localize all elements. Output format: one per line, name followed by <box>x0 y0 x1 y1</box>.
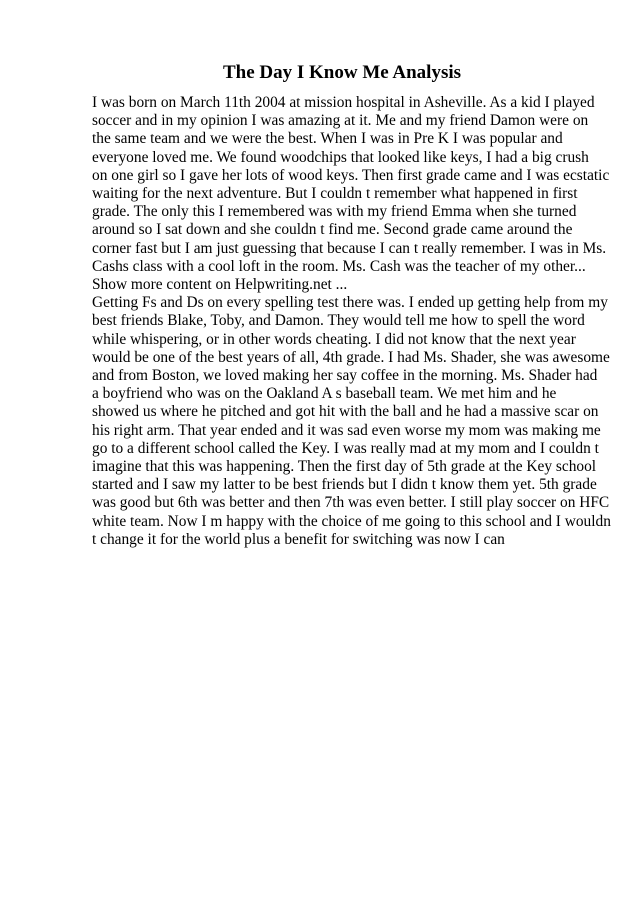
body-line: Getting Fs and Ds on every spelling test there was. I ended up getting help from my <box>92 294 608 312</box>
body-line: around so I sat down and she couldn t find me. Second grade came around the <box>92 221 573 239</box>
body-line: was good but 6th was better and then 7th was even better. I still play soccer on HFC <box>92 494 610 512</box>
document-title: The Day I Know Me Analysis <box>222 62 462 83</box>
body-line: imagine that this was happening. Then the first day of 5th grade at the Key school <box>92 458 597 476</box>
body-line: on one girl so I gave her lots of wood keys. Then first grade came and I was ecstatic <box>92 166 610 184</box>
body-line: t change it for the world plus a benefit for switching was now I can <box>92 530 505 548</box>
body-line: grade. The only this I remembered was with my friend Emma when she turned <box>92 203 577 221</box>
body-line: while whispering, or in other words cheating. I did not know that the next year <box>92 330 576 348</box>
body-line: would be one of the best years of all, 4th grade. I had Ms. Shader, she was awesome <box>92 348 610 366</box>
body-line: showed us where he pitched and got hit with the ball and he had a massive scar on <box>92 403 599 421</box>
body-line: and from Boston, we loved making her say coffee in the morning. Ms. Shader had <box>92 367 598 385</box>
body-line: corner fast but I am just guessing that because I can t really remember. I was in Ms. <box>92 239 607 257</box>
document-body <box>92 94 611 549</box>
body-line: everyone loved me. We found woodchips that looked like keys, I had a big crush <box>92 148 589 166</box>
show-more-link[interactable]: Show more content on Helpwriting.net ... <box>92 276 348 294</box>
body-line: Cashs class with a cool loft in the room. Ms. Cash was the teacher of my other... <box>92 257 586 275</box>
body-line: his right arm. That year ended and it was sad even worse my mom was making me <box>92 421 601 439</box>
body-line: soccer and in my opinion I was amazing at it. Me and my friend Damon were on <box>92 112 589 130</box>
body-line: white team. Now I m happy with the choice of me going to this school and I wouldn <box>92 512 611 530</box>
body-line: the same team and we were the best. When I was in Pre K I was popular and <box>92 130 563 148</box>
body-line: started and I saw my latter to be best friends but I didn t know them yet. 5th grade <box>92 476 597 494</box>
body-line: go to a different school called the Key. I was really mad at my mom and I couldn t <box>92 439 599 457</box>
body-line: best friends Blake, Toby, and Damon. They would tell me how to spell the word <box>92 312 585 330</box>
body-line: waiting for the next adventure. But I couldn t remember what happened in first <box>92 185 578 203</box>
body-line: I was born on March 11th 2004 at mission hospital in Asheville. As a kid I played <box>92 94 595 111</box>
body-line: a boyfriend who was on the Oakland A s baseball team. We met him and he <box>92 385 557 403</box>
